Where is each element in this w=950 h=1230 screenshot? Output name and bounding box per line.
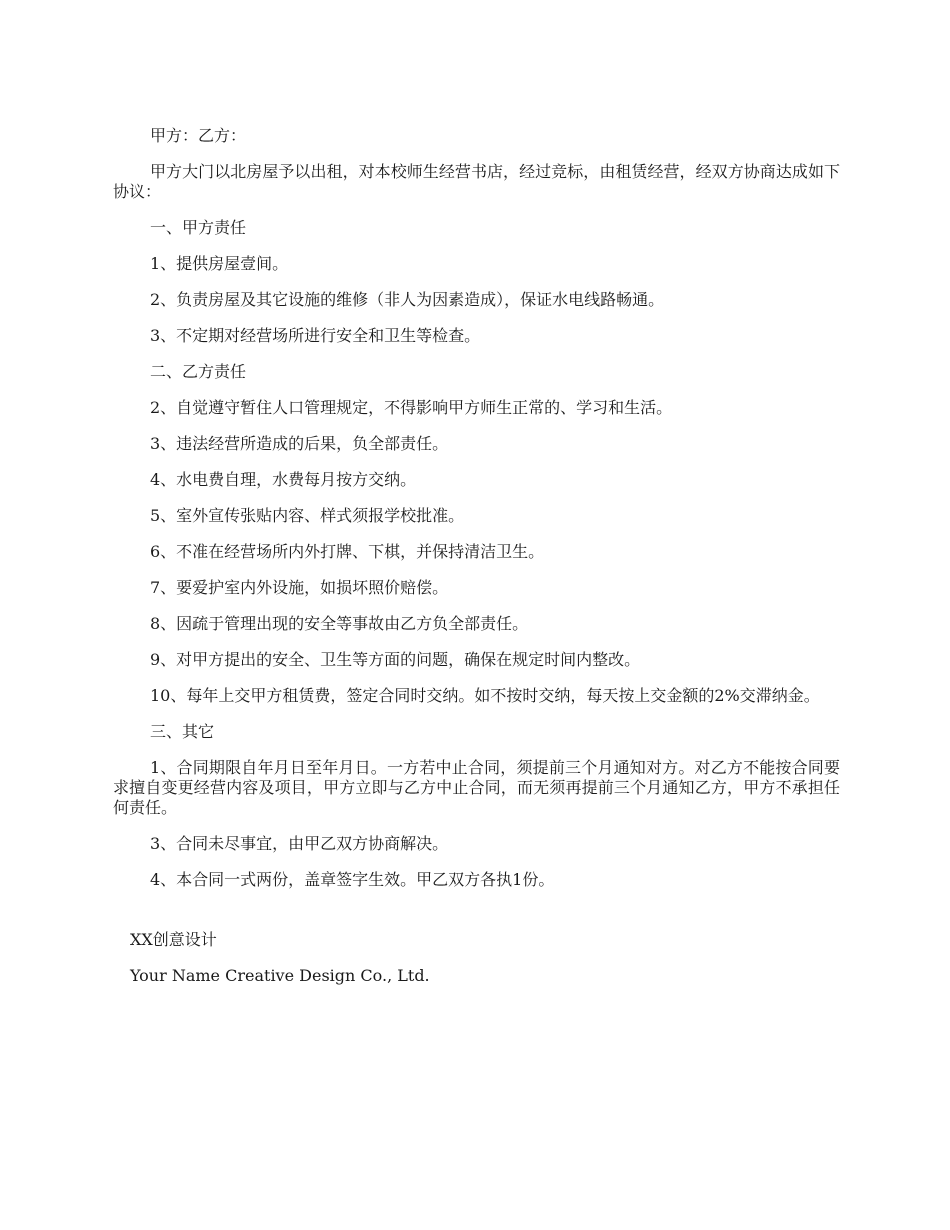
clause-item: 6、不准在经营场所内外打牌、下棋，并保持清洁卫生。 xyxy=(150,542,545,561)
section-heading-party-b: 二、乙方责任 xyxy=(150,362,247,381)
clause-item: 3、违法经营所造成的后果，负全部责任。 xyxy=(150,434,449,453)
clause-item: 9、对甲方提出的安全、卫生等方面的问题，确保在规定时间内整改。 xyxy=(150,650,641,669)
clause-item: 3、不定期对经营场所进行安全和卫生等检查。 xyxy=(150,326,481,345)
clause-item: 10、每年上交甲方租赁费，签定合同时交纳。如不按时交纳，每天按上交金额的2%交滞纳金。 xyxy=(150,686,820,705)
section-heading-other: 三、其它 xyxy=(150,722,215,741)
company-name-chinese: XX创意设计 xyxy=(130,930,217,949)
clause-item: 4、本合同一式两份，盖章签字生效。甲乙双方各执1份。 xyxy=(150,870,555,889)
clause-item: 1、合同期限自年月日至年月日。一方若中止合同，须提前三个月通知对方。对乙方不能按合同要求擅自变更经营内容及项目，甲方立即与乙方中止合同，而无须再提前三个月通知乙方，甲方不承担任何责任。 xyxy=(113,758,840,817)
clause-item: 7、要爱护室内外设施，如损坏照价赔偿。 xyxy=(150,578,449,597)
contract-body xyxy=(113,126,840,906)
parties-line: 甲方：乙方： xyxy=(150,126,247,145)
section-heading-party-a: 一、甲方责任 xyxy=(150,218,247,237)
company-name-english: Your Name Creative Design Co., Ltd. xyxy=(130,966,430,985)
clause-item: 8、因疏于管理出现的安全等事故由乙方负全部责任。 xyxy=(150,614,529,633)
clause-item: 5、室外宣传张贴内容、样式须报学校批准。 xyxy=(150,506,465,525)
preamble-paragraph: 甲方大门以北房屋予以出租，对本校师生经营书店，经过竞标，由租赁经营，经双方协商达成如下协议： xyxy=(113,162,840,201)
clause-item: 2、负责房屋及其它设施的维修（非人为因素造成），保证水电线路畅通。 xyxy=(150,290,665,309)
clause-item: 4、水电费自理，水费每月按方交纳。 xyxy=(150,470,417,489)
clause-item: 3、合同未尽事宜，由甲乙双方协商解决。 xyxy=(150,834,449,853)
clause-item: 1、提供房屋壹间。 xyxy=(150,254,289,273)
clause-item: 2、自觉遵守暂住人口管理规定，不得影响甲方师生正常的、学习和生活。 xyxy=(150,398,673,417)
